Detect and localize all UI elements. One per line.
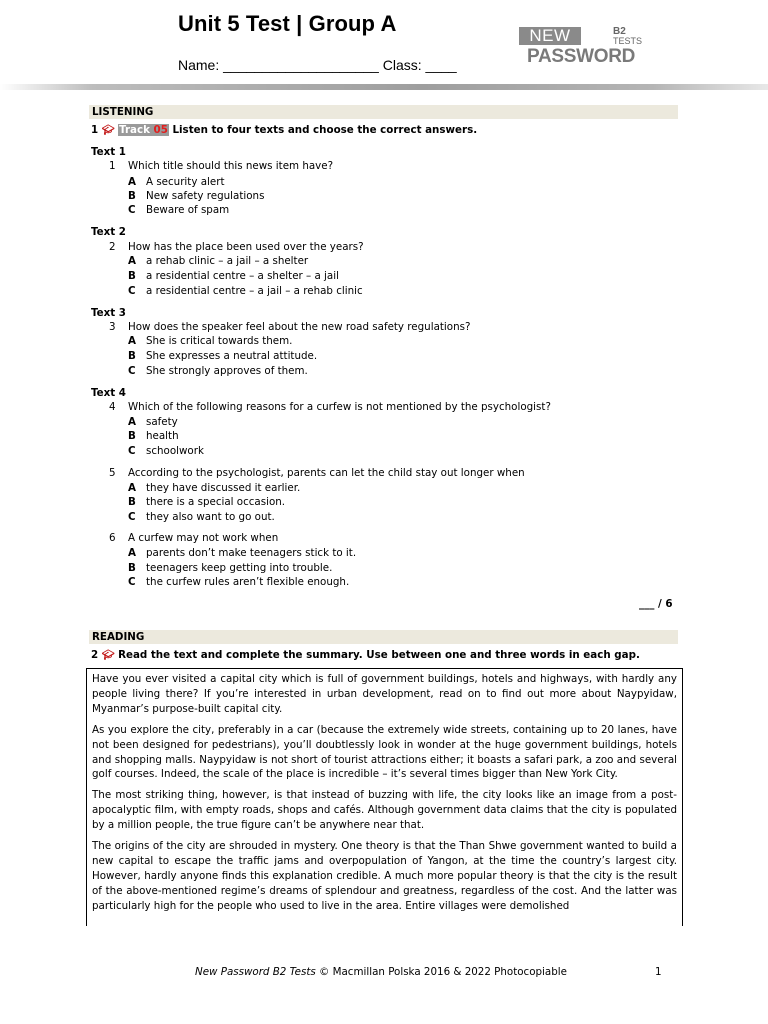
option-text: the curfew rules aren’t flexible enough. [146, 576, 350, 588]
option [128, 285, 363, 298]
option-text: a residential centre – a jail – a rehab clinic [146, 285, 363, 297]
footer-credit [195, 966, 567, 978]
option-text: She expresses a neutral attitude. [146, 350, 318, 362]
option-letter: C [128, 285, 136, 297]
option-text: safety [146, 416, 178, 428]
footer-copyright: © Macmillan Polska 2016 & 2022 Photocopiable [319, 966, 567, 978]
footer-book-title: New Password B2 Tests [195, 966, 316, 978]
task-number: 1 [91, 124, 99, 136]
headphones-icon: 🎓︎ [101, 650, 115, 661]
option-letter: B [128, 350, 136, 362]
question [109, 467, 525, 480]
page-title: Unit 5 Test | Group A [178, 11, 397, 36]
question [109, 321, 470, 334]
listening-heading: LISTENING [89, 105, 678, 119]
reading-text-box [86, 668, 683, 926]
option-text: Beware of spam [146, 204, 230, 216]
question-number: 3 [109, 321, 116, 333]
reading-paragraph: Have you ever visited a capital city which is full of government buildings, hotels and highways, with hardly any people living there? If you’re interested in urban development, read on to find out more about Naypyidaw, Myanmar’s purpose-built capital city. [92, 673, 677, 715]
option-letter: A [128, 482, 136, 494]
page-number: 1 [655, 966, 662, 978]
option-text: A security alert [146, 176, 225, 188]
name-blank: ____________________ [223, 57, 379, 73]
track-label [118, 124, 169, 136]
question-text: How has the place been used over the years? [128, 241, 364, 253]
question-text: Which of the following reasons for a curfew is not mentioned by the psychologist? [128, 401, 551, 413]
listening-score: ___ / 6 [639, 598, 673, 610]
instruction-text: Listen to four texts and choose the correct answers. [172, 124, 478, 136]
option-letter: C [128, 511, 136, 523]
option-letter: B [128, 562, 136, 574]
text-label: Text 3 [91, 307, 126, 319]
logo-new: NEW [519, 27, 581, 45]
reading-paragraph: As you explore the city, preferably in a car (because the extremely wide streets, containing up to 20 lanes, have not been designed for pedestrians), you’ll doubtlessly look in wonder at the huge government buildings, hotels and shopping malls. Naypyidaw is not short of tourist attractions either; it boasts a safari park, a zoo and several golf courses. Indeed, the scale of the place is incredible – it’s several times bigger than New York City. [92, 723, 677, 781]
question-number: 2 [109, 241, 116, 253]
option-letter: C [128, 365, 136, 377]
option [128, 547, 356, 560]
question-text: A curfew may not work when [128, 532, 279, 544]
option-text: She strongly approves of them. [146, 365, 308, 377]
text-label: Text 4 [91, 387, 126, 399]
track-word: Track [119, 124, 150, 136]
option-text: they have discussed it earlier. [146, 482, 301, 494]
reading-paragraph: The origins of the city are shrouded in mystery. One theory is that the Than Shwe government wanted to build a new capital to escape the traffic jams and overpopulation of Yangon, at the time the country’s largest city. However, hardly anyone finds this explanation credible. A much more popular theory is that the city is the result of the above-mentioned regime’s dreams of splendour and greatness, regardless of the cost. And the latter was particularly high for the people who used to live in the area. Entire villages were demolished [92, 840, 677, 912]
question-number: 5 [109, 467, 116, 479]
question [109, 401, 551, 414]
logo-password: PASSWORD [527, 46, 636, 67]
option-text: parents don’t make teenagers stick to it. [146, 547, 357, 559]
option [128, 270, 339, 283]
question [109, 532, 278, 545]
option-letter: B [128, 496, 136, 508]
option [128, 190, 264, 203]
question-number: 1 [109, 160, 116, 172]
question-text: How does the speaker feel about the new road safety regulations? [128, 321, 471, 333]
option-text: they also want to go out. [146, 511, 275, 523]
option [128, 576, 349, 589]
option [128, 176, 224, 189]
option [128, 365, 308, 378]
option-letter: A [128, 176, 136, 188]
option [128, 255, 308, 268]
question-number: 4 [109, 401, 116, 413]
new-password-logo [519, 27, 645, 67]
option-text: teenagers keep getting into trouble. [146, 562, 333, 574]
task-number: 2 [91, 649, 99, 661]
headphones-icon: 🎓︎ [101, 125, 115, 136]
listening-instruction [91, 124, 477, 137]
class-blank: ____ [425, 57, 457, 73]
option-letter: C [128, 204, 136, 216]
option-letter: B [128, 430, 136, 442]
option-letter: C [128, 576, 136, 588]
question [109, 160, 333, 173]
option [128, 335, 292, 348]
question-number: 6 [109, 532, 116, 544]
option-text: She is critical towards them. [146, 335, 293, 347]
logo-tests: TESTS [613, 36, 643, 46]
track-number: 05 [153, 124, 168, 136]
option-letter: C [128, 445, 136, 457]
option [128, 496, 285, 509]
reading-paragraph: The most striking thing, however, is that instead of buzzing with life, the city looks like an image from a post-apocalyptic film, with empty roads, shops and cafés. Although government data claims that the city is populated by a million people, the true figure can’t be anywhere near that. [92, 789, 677, 832]
option-letter: A [128, 547, 136, 559]
option [128, 350, 317, 363]
reading-heading: READING [89, 630, 678, 644]
question-text: According to the psychologist, parents can let the child stay out longer when [128, 467, 525, 479]
logo-b2: B2 [613, 26, 626, 37]
name-label: Name: [178, 57, 220, 73]
option-text: New safety regulations [146, 190, 265, 202]
option [128, 482, 300, 495]
text-label: Text 1 [91, 146, 126, 158]
instruction-text: Read the text and complete the summary. Use between one and three words in each gap. [118, 649, 640, 661]
option [128, 204, 229, 217]
option-text: a residential centre – a shelter – a jail [146, 270, 339, 282]
option-letter: A [128, 255, 136, 267]
option-letter: A [128, 335, 136, 347]
header-divider [0, 84, 768, 90]
option-text: there is a special occasion. [146, 496, 286, 508]
name-class-line [178, 57, 457, 73]
option [128, 430, 179, 443]
option [128, 562, 332, 575]
question [109, 241, 364, 254]
text-label: Text 2 [91, 226, 126, 238]
option-letter: B [128, 190, 136, 202]
option-text: schoolwork [146, 445, 204, 457]
question-text: Which title should this news item have? [128, 160, 334, 172]
option-text: a rehab clinic – a jail – a shelter [146, 255, 309, 267]
option [128, 511, 275, 524]
option [128, 416, 178, 429]
option [128, 445, 204, 458]
class-label: Class: [382, 57, 422, 73]
option-text: health [146, 430, 179, 442]
option-letter: B [128, 270, 136, 282]
reading-instruction [91, 649, 640, 662]
option-letter: A [128, 416, 136, 428]
